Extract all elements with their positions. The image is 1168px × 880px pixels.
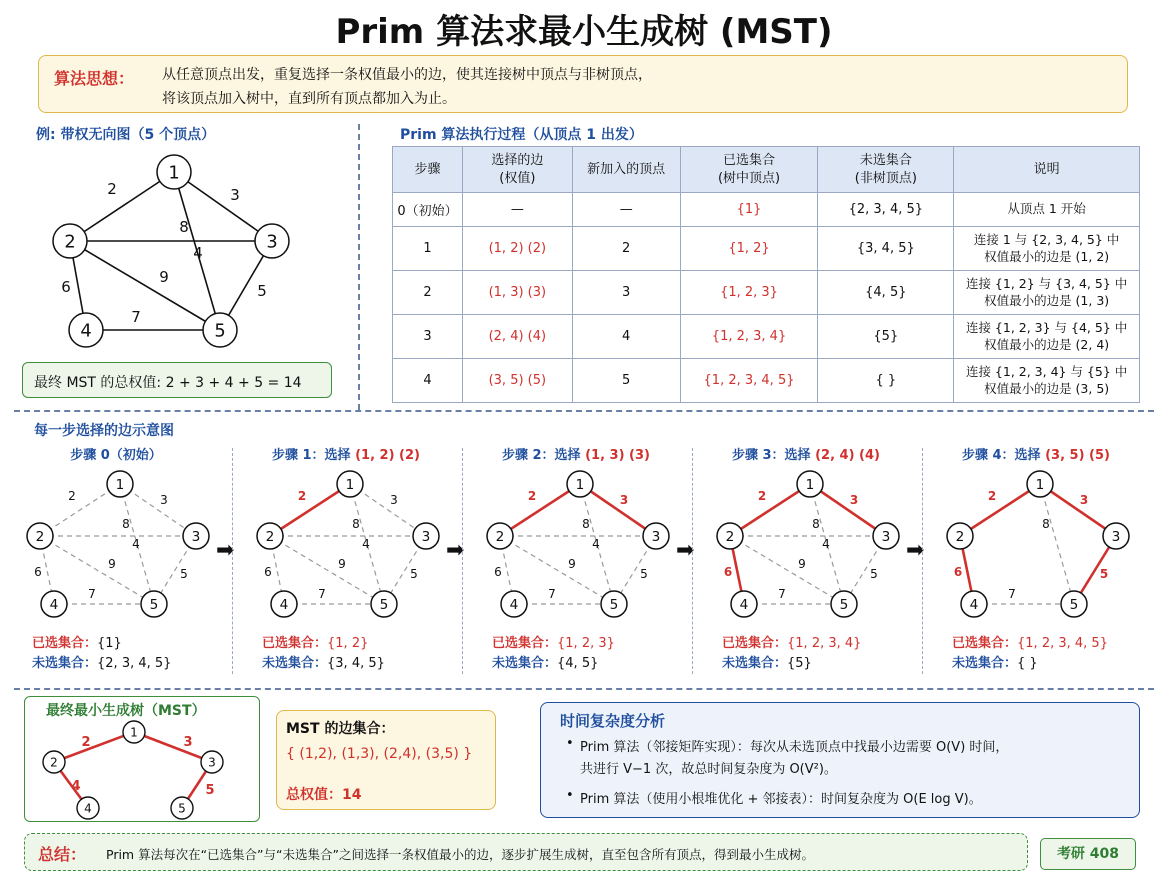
table-row	[393, 227, 1140, 271]
edge-weight-3-5: 5	[410, 567, 418, 581]
edge-weight-2-4: 6	[723, 565, 733, 579]
illustration-title: 每一步选择的边示意图	[34, 423, 174, 439]
unselected-set-line: 未选集合：{3, 4, 5}	[262, 656, 385, 671]
edge-1-3	[120, 484, 196, 536]
table-cell-unselected: { }	[818, 359, 954, 403]
vertex-label-3: 3	[421, 528, 431, 545]
table-cell-selected: {1, 2, 3}	[680, 271, 818, 315]
edge-1-2	[730, 484, 810, 536]
mst-edge-weight-3-5: 5	[205, 783, 215, 798]
edge-set-total: 总权值：14	[286, 787, 362, 803]
vertex-label-5: 5	[214, 320, 226, 342]
step-divider	[922, 448, 923, 674]
edge-weight-2-4: 6	[264, 565, 272, 579]
table-cell-selected: {1, 2}	[680, 227, 818, 271]
edge-set-value: { (1,2), (1,3), (2,4), (3,5) }	[286, 746, 473, 762]
vertex-label-5: 5	[379, 596, 389, 613]
table-cell-vertex: 3	[572, 271, 680, 315]
table-cell-vertex: 4	[572, 315, 680, 359]
vertex-label-3: 3	[651, 528, 661, 545]
edge-1-2	[500, 484, 580, 536]
bullet-icon: •	[566, 736, 574, 751]
edge-weight-1-5: 8	[1042, 517, 1050, 531]
edge-weight-1-3: 3	[390, 493, 398, 507]
step-title-1: 步骤 1：选择 (1, 2) (2)	[271, 448, 420, 463]
edge-weight-2-4: 6	[494, 565, 502, 579]
complexity-item-2: Prim 算法（使用小根堆优化 + 邻接表）：时间复杂度为 O(E log V)。	[580, 792, 982, 807]
arrow-right-icon: ➡	[216, 538, 235, 563]
summary-text: Prim 算法每次在“已选集合”与“未选集合”之间选择一条权值最小的边，逐步扩展生成树，直至包含所有顶点，得到最小生成树。	[106, 847, 814, 862]
edge-weight-3-5: 5	[640, 567, 648, 581]
mst-vertex-label-4: 4	[84, 801, 92, 816]
example-title: 例: 带权无向图（5 个顶点）	[36, 127, 216, 143]
vertex-label-3: 3	[191, 528, 201, 545]
edge-weight-4-5: 7	[548, 587, 556, 601]
vertex-label-1: 1	[168, 162, 180, 184]
edge-weight-3-5: 5	[180, 567, 188, 581]
complexity-title: 时间复杂度分析	[560, 712, 666, 730]
mst-vertex-label-2: 2	[50, 755, 58, 770]
table-row	[393, 359, 1140, 403]
mst-vertex-label-1: 1	[130, 725, 138, 740]
vertex-label-4: 4	[739, 596, 749, 613]
vertex-label-4: 4	[80, 320, 92, 342]
step-graph-2	[480, 468, 680, 628]
mst-title: 最终最小生成树（MST）	[46, 703, 206, 719]
table-header-cell: 步骤	[393, 147, 463, 193]
bullet-icon: •	[566, 788, 574, 803]
idea-line-1: 从任意顶点出发，重复选择一条权值最小的边，使其连接树中顶点与非树顶点，	[162, 67, 652, 83]
edge-weight-3-5: 5	[870, 567, 878, 581]
divider-horizontal-2	[14, 688, 1154, 690]
mst-edge-weight-2-4: 4	[71, 779, 81, 794]
edge-weight-2-3: 4	[822, 537, 830, 551]
selected-set-line: 已选集合：{1}	[32, 636, 122, 651]
edge-1-2	[70, 172, 174, 241]
edge-1-5	[1040, 484, 1074, 604]
vertex-label-4: 4	[49, 596, 59, 613]
vertex-label-1: 1	[345, 476, 355, 493]
arrow-right-icon: ➡	[446, 538, 465, 563]
edge-weight-2-5: 9	[568, 557, 576, 571]
vertex-label-1: 1	[575, 476, 585, 493]
step-title-4: 步骤 4：选择 (3, 5) (5)	[961, 448, 1110, 463]
edge-weight-1-2: 2	[987, 489, 997, 503]
edge-1-2	[40, 484, 120, 536]
complexity-item-1-line-2: 共进行 V−1 次，故总时间复杂度为 O(V²)。	[580, 762, 837, 777]
table-cell-selected: {1, 2, 3, 4}	[680, 315, 818, 359]
mst-edge-1-2	[54, 732, 134, 762]
edge-weight-1-5: 8	[122, 517, 130, 531]
edge-1-2	[270, 484, 350, 536]
page-title: Prim 算法求最小生成树 (MST)	[335, 12, 833, 52]
edge-weight-1-5: 8	[582, 517, 590, 531]
arrow-right-icon: ➡	[676, 538, 695, 563]
edge-weight-1-5: 8	[179, 218, 189, 236]
table-cell-unselected: {2, 3, 4, 5}	[818, 193, 954, 227]
table-cell-edge: (1, 2) (2)	[462, 227, 572, 271]
edge-weight-1-3: 3	[1079, 493, 1089, 507]
edge-weight-4-5: 7	[318, 587, 326, 601]
mst-vertex-label-3: 3	[208, 755, 216, 770]
edge-1-3	[350, 484, 426, 536]
table-cell-edge: (3, 5) (5)	[462, 359, 572, 403]
edge-weight-2-4: 6	[61, 278, 71, 296]
table-cell-vertex: —	[572, 193, 680, 227]
step-divider	[462, 448, 463, 674]
step-title-3: 步骤 3：选择 (2, 4) (4)	[731, 448, 880, 463]
edge-weight-2-5: 9	[798, 557, 806, 571]
vertex-label-5: 5	[609, 596, 619, 613]
edge-weight-1-2: 2	[68, 489, 76, 503]
exam-tag: 考研 408	[1040, 838, 1136, 870]
unselected-set-line: 未选集合：{4, 5}	[492, 656, 599, 671]
table-cell-edge: —	[462, 193, 572, 227]
table-header-cell: 已选集合 (树中顶点)	[680, 147, 818, 193]
table-cell-unselected: {5}	[818, 315, 954, 359]
table-header-cell: 新加入的顶点	[572, 147, 680, 193]
vertex-label-5: 5	[839, 596, 849, 613]
table-cell-vertex: 5	[572, 359, 680, 403]
vertex-label-3: 3	[266, 231, 278, 253]
vertex-label-4: 4	[509, 596, 519, 613]
edge-weight-1-3: 3	[619, 493, 629, 507]
edge-set-title: MST 的边集合：	[286, 721, 395, 737]
edge-1-3	[810, 484, 886, 536]
edge-weight-4-5: 7	[88, 587, 96, 601]
edge-weight-1-2: 2	[107, 180, 117, 198]
vertex-label-1: 1	[115, 476, 125, 493]
edge-weight-4-5: 7	[131, 308, 141, 326]
table-header-row	[393, 147, 1140, 193]
table-cell-edge: (1, 3) (3)	[462, 271, 572, 315]
table-cell-edge: (2, 4) (4)	[462, 315, 572, 359]
vertex-label-2: 2	[64, 231, 76, 253]
step-graph-4	[940, 468, 1140, 628]
vertex-label-1: 1	[1035, 476, 1045, 493]
edge-weight-1-5: 8	[812, 517, 820, 531]
table-header-cell: 未选集合 (非树顶点)	[818, 147, 954, 193]
table-cell-selected: {1, 2, 3, 4, 5}	[680, 359, 818, 403]
process-title: Prim 算法执行过程（从顶点 1 出发）	[400, 127, 643, 143]
mst-vertex-label-5: 5	[178, 801, 186, 816]
step-title-0: 步骤 0（初始）	[70, 448, 162, 463]
vertex-label-2: 2	[265, 528, 275, 545]
process-table	[392, 146, 1140, 403]
table-row	[393, 271, 1140, 315]
vertex-label-2: 2	[495, 528, 505, 545]
table-cell-selected: {1}	[680, 193, 818, 227]
vertex-label-1: 1	[805, 476, 815, 493]
edge-weight-2-3: 4	[362, 537, 370, 551]
edge-weight-1-2: 2	[757, 489, 767, 503]
edge-weight-3-5: 5	[1099, 567, 1109, 581]
edge-weight-4-5: 7	[778, 587, 786, 601]
edge-weight-2-4: 6	[34, 565, 42, 579]
step-graph-0	[20, 468, 220, 628]
vertex-label-2: 2	[725, 528, 735, 545]
edge-weight-2-3: 4	[193, 244, 203, 262]
vertex-label-4: 4	[279, 596, 289, 613]
vertex-label-2: 2	[35, 528, 45, 545]
edge-weight-3-5: 5	[257, 282, 267, 300]
table-cell-note: 连接 {1, 2, 3, 4} 与 {5} 中 权值最小的边是 (3, 5)	[954, 359, 1140, 403]
edge-weight-2-4: 6	[953, 565, 963, 579]
step-graph-1	[250, 468, 450, 628]
selected-set-line: 已选集合：{1, 2, 3, 4}	[722, 636, 862, 651]
step-title-2: 步骤 2：选择 (1, 3) (3)	[501, 448, 650, 463]
divider-horizontal-1	[14, 410, 1154, 412]
unselected-set-line: 未选集合：{5}	[722, 656, 812, 671]
step-divider	[232, 448, 233, 674]
selected-set-line: 已选集合：{1, 2}	[262, 636, 369, 651]
edge-1-2	[960, 484, 1040, 536]
total-weight-text: 最终 MST 的总权值: 2 + 3 + 4 + 5 = 14	[34, 375, 302, 391]
vertex-label-5: 5	[1069, 596, 1079, 613]
selected-set-line: 已选集合：{1, 2, 3}	[492, 636, 615, 651]
table-cell-unselected: {3, 4, 5}	[818, 227, 954, 271]
table-cell-note: 从顶点 1 开始	[954, 193, 1140, 227]
idea-line-2: 将该顶点加入树中，直到所有顶点都加入为止。	[162, 91, 456, 107]
edge-weight-2-5: 9	[159, 268, 169, 286]
table-row	[393, 193, 1140, 227]
table-cell-vertex: 2	[572, 227, 680, 271]
vertex-label-3: 3	[881, 528, 891, 545]
step-graph-3	[710, 468, 910, 628]
vertex-label-3: 3	[1111, 528, 1121, 545]
table-cell-note: 连接 {1, 2, 3} 与 {4, 5} 中 权值最小的边是 (2, 4)	[954, 315, 1140, 359]
edge-weight-4-5: 7	[1008, 587, 1016, 601]
complexity-item-1-line-1: Prim 算法（邻接矩阵实现）：每次从未选顶点中找最小边需要 O(V) 时间，	[580, 740, 1009, 755]
table-cell-step: 0（初始）	[393, 193, 463, 227]
vertex-label-4: 4	[969, 596, 979, 613]
unselected-set-line: 未选集合：{ }	[952, 656, 1038, 671]
mst-edge-weight-1-3: 3	[183, 735, 193, 750]
edge-weight-1-2: 2	[527, 489, 537, 503]
unselected-set-line: 未选集合：{2, 3, 4, 5}	[32, 656, 172, 671]
table-header-cell: 选择的边 (权值)	[462, 147, 572, 193]
summary-label: 总结：	[38, 845, 87, 864]
example-graph	[30, 146, 330, 356]
edge-1-3	[1040, 484, 1116, 536]
table-cell-note: 连接 1 与 {2, 3, 4, 5} 中 权值最小的边是 (1, 2)	[954, 227, 1140, 271]
table-cell-step: 1	[393, 227, 463, 271]
table-cell-step: 3	[393, 315, 463, 359]
mst-edge-weight-1-2: 2	[81, 735, 91, 750]
edge-weight-1-2: 2	[297, 489, 307, 503]
idea-label: 算法思想：	[54, 69, 135, 88]
edge-weight-2-5: 9	[108, 557, 116, 571]
mst-graph	[30, 716, 254, 822]
edge-1-3	[580, 484, 656, 536]
edge-weight-2-5: 9	[338, 557, 346, 571]
divider-vertical	[358, 124, 360, 410]
table-cell-unselected: {4, 5}	[818, 271, 954, 315]
table-cell-note: 连接 {1, 2} 与 {3, 4, 5} 中 权值最小的边是 (1, 3)	[954, 271, 1140, 315]
table-cell-step: 4	[393, 359, 463, 403]
edge-weight-1-3: 3	[230, 186, 240, 204]
table-cell-step: 2	[393, 271, 463, 315]
selected-set-line: 已选集合：{1, 2, 3, 4, 5}	[952, 636, 1108, 651]
edge-weight-1-3: 3	[160, 493, 168, 507]
mst-edge-1-3	[134, 732, 212, 762]
edge-weight-2-3: 4	[132, 537, 140, 551]
table-row	[393, 315, 1140, 359]
edge-weight-2-3: 4	[592, 537, 600, 551]
arrow-right-icon: ➡	[906, 538, 925, 563]
vertex-label-2: 2	[955, 528, 965, 545]
vertex-label-5: 5	[149, 596, 159, 613]
edge-weight-1-5: 8	[352, 517, 360, 531]
edge-weight-1-3: 3	[849, 493, 859, 507]
step-divider	[692, 448, 693, 674]
table-header-cell: 说明	[954, 147, 1140, 193]
